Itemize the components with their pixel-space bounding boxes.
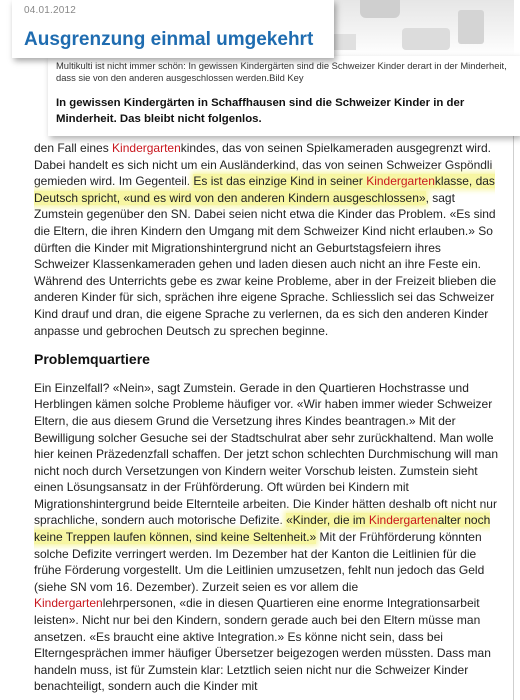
headline-card [12,0,334,58]
article-photo-fragment [330,0,514,56]
keyword-link[interactable]: Kindergarten [112,141,181,155]
keyword-link[interactable]: Kindergarten [368,513,438,528]
photo-caption: Multikulti ist nicht immer schön: In gewissen Kindergärten sind die Schweizer Kinder derart in der Minderheit, dass sie von den anderen ausgeschlossen werden.Bild Key [56,60,507,83]
highlighted-quote: «Kinder, die im Kindergartenalter noch keine Treppen laufen können, sind keine Seltenheit.» [34,513,491,545]
caption-lead-card [48,56,520,136]
article-lead: In gewissen Kindergärten in Schaffhausen sind die Schweizer Kinder in der Minderheit. Das bleibt nicht folgenlos. [56,97,465,125]
photo-detail [402,28,450,50]
keyword-link[interactable]: Kindergarten [34,596,103,611]
body-paragraph: den Fall eines Kindergartenkindes, das von seinen Spielkameraden ausgegrenzt wird. Dabei handelt es sich nicht um ein Ausländerkind, das von seinen Schweizer Gspöndli gemieden wird. Im Gegenteil. Es ist das einzige Kind in seiner Kindergartenklasse, das Deutsch spricht, «und es wird von den anderen Kindern ausgeschlossen», sagt Zumstein gegenüber den SN. Dabei seien nicht etwa die Kinder das Problem. «Es sind die Eltern, die ihren Kindern den Umgang mit dem Schweizer Kind nicht erlauben.» So dürften die Kinder mit Migrationshintergrund nicht an Geburtstagsfeiern ihres Schweizer Klassenkameraden gehen und laden diesen auch nicht an ihre Feste ein. Während des Unterrichts gebe es zwar keine Probleme, aber in der Freizeit blieben die anderen Kinder für sich, sprächen ihre eigene Sprache. Schliesslich sei das Schweizer Kind drauf und dran, die eigene Sprache zu verlernen, da es sich den anderen Kinder anpasse und gebrochen Deutsch zu sprechen beginne. [34,141,497,338]
keyword-link[interactable]: Kindergarten [366,174,435,189]
article-headline[interactable]: Ausgrenzung einmal umgekehrt [24,29,314,50]
article-date: 04.01.2012 [24,5,77,16]
article-body [34,140,498,700]
body-paragraph: Ein Einzelfall? «Nein», sagt Zumstein. Gerade in den Quartieren Hochstrasse und Herblingen kämen solche Probleme häufiger vor. «Wir haben immer wieder Schweizer Eltern, die aus diesem Grund die Versetzung ihres Kindes beantragen.» Mit der Bewilligung solcher Gesuche sei der Stadtschulrat aber sehr zurückhaltend. Man wolle hier keinen Präzedenzfall schaffen. Der jetzt schon schlechten Durchmischung will man nicht noch durch Versetzungen von Kindern weiter Vorschub leisten. Zumstein sieht einen Lösungsansatz in der Frühförderung. Oft würden bei Kindern mit Migrationshintergrund beide Elternteile arbeiten. Die Kinder hätten deshalb oft nicht nur sprachliche, sondern auch motorische Defizite. «Kinder, die im Kindergartenalter noch keine Treppen laufen können, sind keine Seltenheit.» Mit der Frühförderung könnten solche Defizite verringert werden. Im Dezember hat der Kanton die Leitlinien für die frühe Förderung vorgestellt. Um die Leitlinien umzusetzen, fehlt nun jedoch das Geld (siehe SN vom 16. Dezember). Zurzeit seien es vor allem die Kindergartenlehrpersonen, «die in diesen Quartieren eine enorme Integrationsarbeit leisten». Nicht nur bei den Kindern, sondern gerade auch bei den Eltern müsse man ansetzen. «Es braucht eine aktive Integration.» Es könne nicht sein, dass bei Elterngesprächen immer häufiger Übersetzer beigezogen werden müssten. Dass man handeln muss, ist für Zumstein klar: Letztlich seien nicht nur die Schweizer Kinder benachteiligt, sondern auch die Kinder mit [34,380,498,694]
highlighted-quote: Es ist das einzige Kind in seiner Kindergartenklasse, das Deutsch spricht, «und es wird von den anderen Kindern ausgeschlossen» [34,174,495,205]
photo-detail [334,34,356,50]
section-subheading: Problemquartiere [34,351,150,368]
photo-detail [360,0,400,18]
photo-detail [458,10,484,44]
